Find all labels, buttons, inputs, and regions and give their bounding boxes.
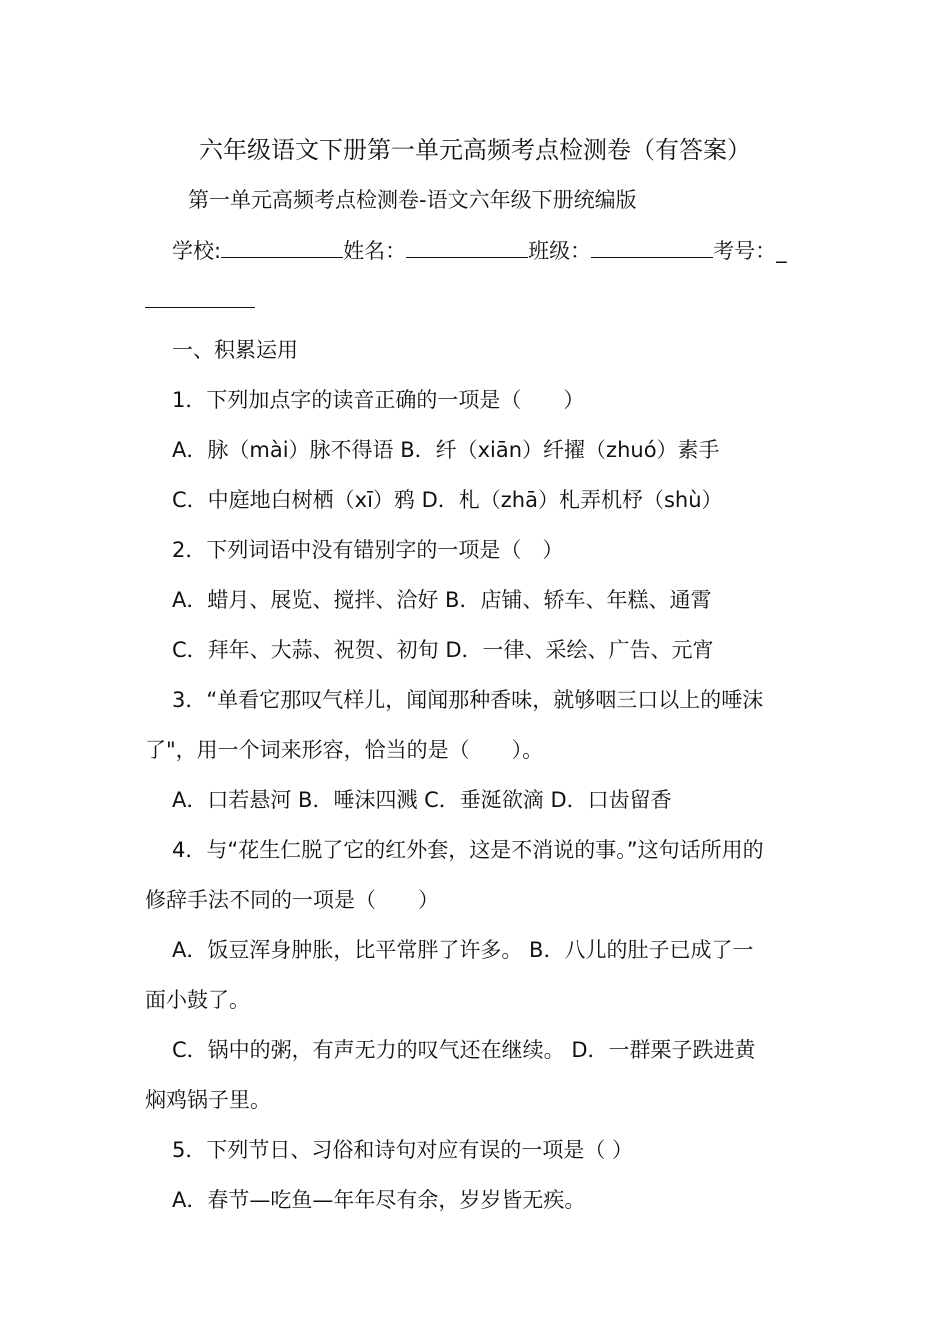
question-4-options-cd-line2: 焖鸡锅子里。 — [145, 1088, 271, 1112]
student-info-row — [172, 235, 837, 266]
name-blank — [406, 235, 528, 258]
question-2-options-ab: A．蜡月、展览、搅拌、洽好 B．店铺、轿车、年糕、通霄 — [172, 588, 712, 612]
question-5-stem: 5．下列节日、习俗和诗句对应有误的一项是（ ） — [172, 1138, 634, 1162]
school-blank — [221, 235, 343, 258]
page-subtitle: 第一单元高频考点检测卷-语文六年级下册统编版 — [188, 188, 637, 212]
number-label: 考号：_ — [713, 239, 787, 263]
question-4-stem-line1: 4．与“花生仁脱了它的红外套，这是不消说的事。”这句话所用的 — [172, 838, 764, 862]
question-2-stem: 2．下列词语中没有错别字的一项是（ ） — [172, 538, 564, 562]
question-4-options-ab-line1: A．饭豆浑身肿胀，比平常胖了许多。 B．八儿的肚子已成了一 — [172, 938, 754, 962]
question-1-options-cd: C．中庭地白树栖（xī）鸦 D．札（zhā）札弄机杼（shù） — [172, 488, 723, 512]
section-heading: 一、积累运用 — [172, 338, 298, 362]
school-label: 学校: — [172, 239, 222, 263]
question-5-option-a: A．春节—吃鱼—年年尽有余，岁岁皆无疾。 — [172, 1188, 586, 1212]
name-label: 姓名： — [343, 239, 407, 263]
class-label: 班级： — [528, 239, 592, 263]
question-4-stem-line2: 修辞手法不同的一项是（ ） — [145, 888, 439, 912]
number-blank — [145, 285, 255, 308]
number-blank-row — [145, 285, 810, 316]
question-3-stem-line1: 3．“单看它那叹气样儿，闻闻那种香味，就够咽三口以上的唾沫 — [172, 688, 764, 712]
question-1-options-ab: A．脉（mài）脉不得语 B．纤（xiān）纤擢（zhuó）素手 — [172, 438, 720, 462]
page-title: 六年级语文下册第一单元高频考点检测卷（有答案） — [199, 136, 751, 164]
question-3-stem-line2: 了"，用一个词来形容，恰当的是（ ）。 — [145, 738, 544, 762]
question-3-options: A．口若悬河 B．唾沫四溅 C．垂涎欲滴 D．口齿留香 — [172, 788, 672, 812]
question-1-stem: 1．下列加点字的读音正确的一项是（ ） — [172, 388, 585, 412]
question-4-options-ab-line2: 面小鼓了。 — [145, 988, 250, 1012]
question-2-options-cd: C．拜年、大蒜、祝贺、初旬 D．一律、采绘、广告、元宵 — [172, 638, 714, 662]
question-4-options-cd-line1: C．锅中的粥，有声无力的叹气还在继续。 D．一群栗子跌进黄 — [172, 1038, 756, 1062]
class-blank — [591, 235, 713, 258]
